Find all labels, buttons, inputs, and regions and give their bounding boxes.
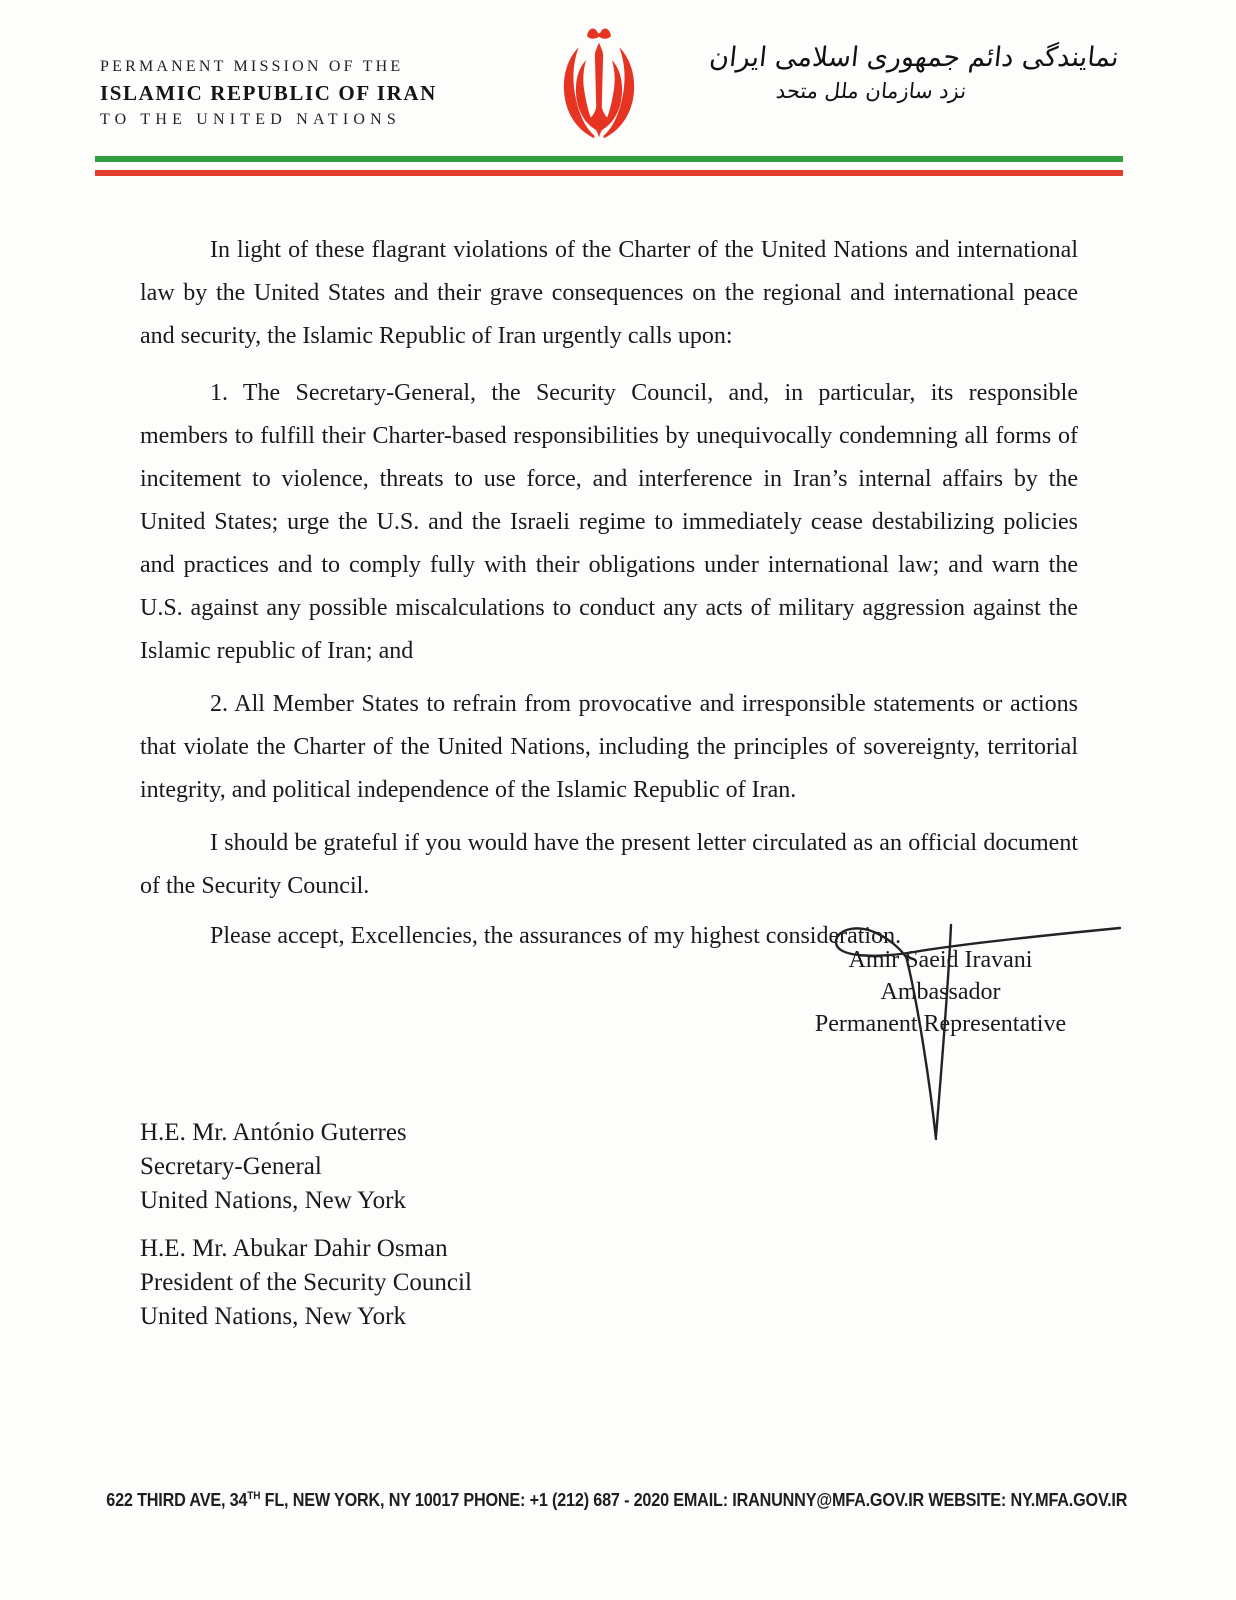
paragraph-intro: In light of these flagrant violations of the Charter of the United Nations and international law by the United States and their grave consequences on the regional and international peace and security, the Islamic Republic of Iran urgently calls upon:: [140, 237, 1078, 349]
signature-block: [768, 944, 1113, 1040]
addressee-title: Secretary-General: [140, 1153, 322, 1180]
paragraph-point-2: 2. All Member States to refrain from provocative and irresponsible statements or actions that violate the Charter of the United Nations, including the principles of sovereignty, territorial integrity, and political independence of the Islamic Republic of Iran.: [140, 691, 1078, 803]
mission-name-block: [100, 58, 460, 129]
signer-title2: Permanent Representative: [814, 1011, 1067, 1037]
signer-name: Amir Saeid Iravani: [848, 947, 1033, 973]
addressee-name: H.E. Mr. Abukar Dahir Osman: [140, 1235, 448, 1262]
persian-line-2: نزد سازمان ملل متحد: [774, 79, 968, 103]
green-stripe: [95, 156, 1123, 162]
emblem-shadda: [587, 28, 611, 38]
mission-line-2: ISLAMIC REPUBLIC OF IRAN: [100, 81, 437, 105]
iran-emblem-icon: [553, 24, 645, 146]
footer-address-pre: 622 THIRD AVE, 34: [106, 1490, 248, 1510]
footer-address-post: FL, NEW YORK, NY 10017 PHONE: +1 (212) 687 - 2020 EMAIL: IRANUNNY@MFA.GOV.IR WEBSITE: NY.MFA.GOV.IR: [260, 1490, 1128, 1510]
persian-calligraphy: [705, 42, 1131, 103]
signer-title: Ambassador: [880, 979, 1001, 1005]
addressee-org: United Nations, New York: [140, 1303, 406, 1330]
addressee-security-council-president: [140, 1232, 740, 1334]
addressee-title: President of the Security Council: [140, 1269, 472, 1296]
paragraph-closing: Please accept, Excellencies, the assurances of my highest consideration.: [210, 923, 902, 949]
persian-line-1: نمایندگی دائم جمهوری اسلامی ایران: [707, 42, 1121, 73]
flag-stripes: [95, 154, 1123, 178]
addressee-org: United Nations, New York: [140, 1187, 406, 1214]
addressee-secretary-general: [140, 1116, 740, 1218]
addressee-name: H.E. Mr. António Guterres: [140, 1119, 407, 1146]
red-stripe: [95, 170, 1123, 176]
paragraph-circulate: I should be grateful if you would have the present letter circulated as an official document of the Security Council.: [140, 830, 1078, 899]
footer-ordinal-suffix: TH: [247, 1490, 261, 1502]
paragraph-point-1: 1. The Secretary-General, the Security Council, and, in particular, its responsible members to fulfill their Charter-based responsibilities by unequivocally condemning all forms of incitement to violence, threats to use force, and interference in Iran’s internal affairs by the United States; urge the U.S. and the Israeli regime to immediately cease destabilizing policies and practices and to comply fully with their obligations under international law; and warn the U.S. against any possible miscalculations to conduct any acts of military aggression against the Islamic republic of Iran; and: [140, 380, 1078, 664]
mission-line-1: PERMANENT MISSION OF THE: [100, 58, 404, 75]
footer-contact-line: [61, 1490, 1173, 1511]
mission-line-3: TO THE UNITED NATIONS: [100, 111, 402, 128]
